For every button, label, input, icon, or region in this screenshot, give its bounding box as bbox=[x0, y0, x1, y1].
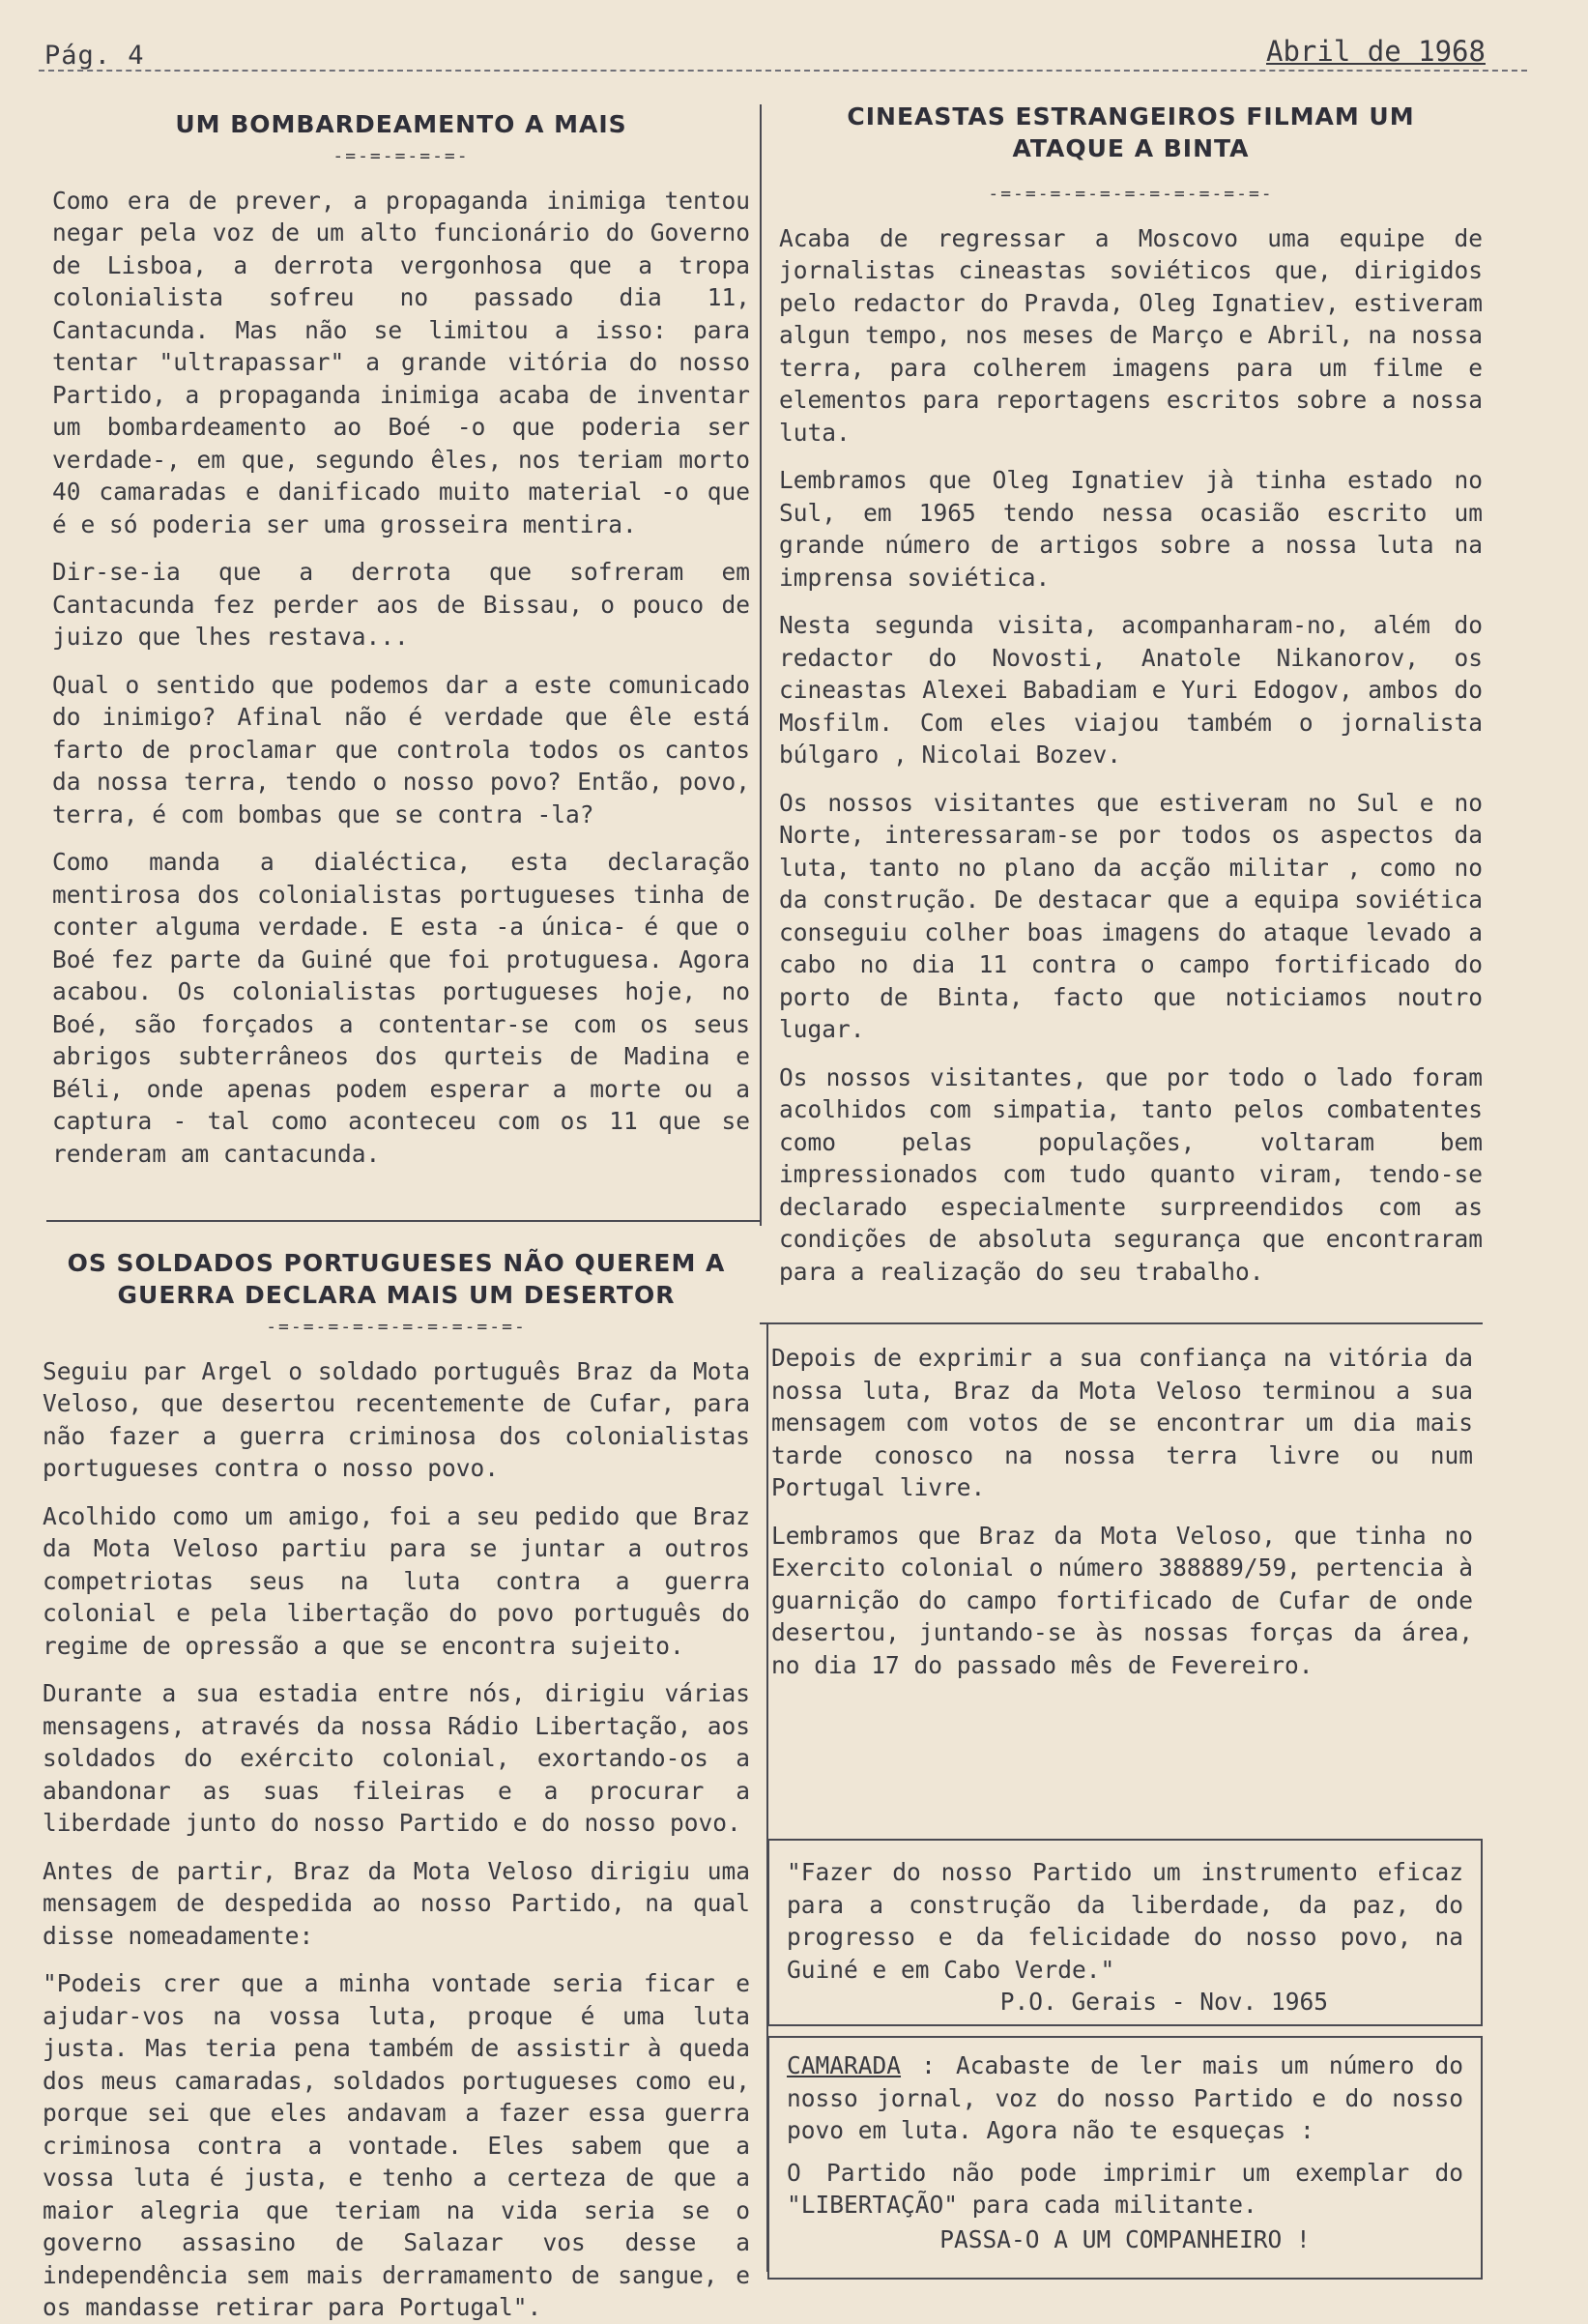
article-title-line1: OS SOLDADOS PORTUGUESES NÃO QUEREM A bbox=[67, 1249, 726, 1277]
article-desertor-continued bbox=[771, 1342, 1473, 1681]
paragraph: Durante a sua estadia entre nós, dirigiu várias mensagens, através da nossa Rádio Libertação, aos soldados do exército colonial, exortando-os a abandonar as suas fileiras e a procurar a liberdade junto do nosso Partido e do nosso povo. bbox=[43, 1679, 750, 1837]
section-rule-right bbox=[760, 1322, 1483, 1324]
paragraph: Qual o sentido que podemos dar a este comunicado do inimigo? Afinal não é verdade que êle está farto de proclamar que controla todos os cantos da nossa terra, tendo o nosso povo? Então, povo, terra, é com bombas que se contra -la? bbox=[52, 670, 750, 828]
quote-text: "Fazer do nosso Partido um instrumento eficaz para a construção da liberdade, da paz, do progresso e da felicidade do nosso povo, na Guiné e em Cabo Verde." bbox=[787, 1858, 1463, 1984]
article-title-line2: ATAQUE A BINTA bbox=[1012, 134, 1250, 162]
paragraph: Antes de partir, Braz da Mota Veloso dirigiu uma mensagem de despedida ao nosso Partido, na qual disse nomeadamente: bbox=[43, 1856, 750, 1950]
paragraph: Dir-se-ia que a derrota que sofreram em Cantacunda fez perder aos de Bissau, o pouco de juizo que lhes restava... bbox=[52, 558, 750, 651]
paragraph: Como manda a dialéctica, esta declaração mentirosa dos colonialistas portugueses tinha de conter alguma verdade. E esta -a única- é que o Boé fez parte da Guiné que foi protuguesa. Agora acabou. Os colonialistas portugueses hoje, no Boé, são forçados a contentar-se com os seus abrigos subterrâneos dos qurteis de Madina e Béli, onde apenas podem esperar a morte ou a captura - tal como aconteceu com os 11 que se renderam am cantacunda. bbox=[52, 848, 750, 1168]
camarada-label: CAMARADA bbox=[787, 2051, 902, 2079]
column-divider-top bbox=[760, 104, 762, 1226]
paragraph: Lembramos que Braz da Mota Veloso, que tinha no Exercito colonial o número 388889/59, pertencia à guarnição do campo fortificado de Cufar de onde desertou, juntando-se às nossas forças da área, no dia 17 do passado mês de Fevereiro. bbox=[771, 1521, 1473, 1679]
paragraph: Acaba de regressar a Moscovo uma equipe de jornalistas cineastas soviéticos que, dirigidos pelo redactor do Pravda, Oleg Ignatiev, estiveram algun tempo, nos meses de Março e Abril, na nossa terra, para colherem imagens para um filme e elementos para reportagens escritos sobre a nossa luta. bbox=[779, 223, 1483, 447]
title-ornament: -=-=-=-=-=-=-=-=-=-=-=- bbox=[988, 184, 1274, 204]
article-desertor bbox=[43, 1247, 750, 2324]
paragraph: Seguiu par Argel o soldado português Braz da Mota Veloso, que desertou recentemente de Cufar, para não fazer a guerra criminosa dos colonialistas portugueses contra o nosso povo. bbox=[43, 1356, 750, 1482]
article-title-line1: CINEASTAS ESTRANGEIROS FILMAM UM bbox=[847, 102, 1415, 131]
quote-box bbox=[767, 1839, 1483, 2026]
paragraph: Nesta segunda visita, acompanharam-no, além do redactor do Novosti, Anatole Nikanorov, os cineastas Alexei Babadiam e Yuri Edogov, ambos do Mosfilm. Com eles viajou também o jornalista búlgaro , Nicolai Bozev. bbox=[779, 611, 1483, 769]
camarada-text: : Acabaste de ler mais um número do nosso jornal, voz do nosso Partido e do nosso povo em luta. Agora não te esqueças : bbox=[787, 2051, 1463, 2144]
paragraph: Os nossos visitantes, que por todo o lado foram acolhidos com simpatia, tanto pelos combatentes como pelas populações, voltaram bem impressionados com tudo quanto viram, tendo-se declarado especialmente surpreendidos com as condições de absoluta segurança que encontraram para a realização do seu trabalho. bbox=[779, 1062, 1483, 1286]
article-bombardeamento bbox=[52, 108, 750, 1170]
issue-date: Abril de 1968 bbox=[1266, 35, 1486, 68]
camarada-line2: O Partido não pode imprimir um exemplar do "LIBERTAÇÃO" para cada militante. bbox=[787, 2158, 1463, 2219]
paragraph: Depois de exprimir a sua confiança na vitória da nossa luta, Braz da Mota Veloso terminou a sua mensagem com votos de se encontrar um dia mais tarde conosco na nossa terra livre ou num Portugal livre. bbox=[771, 1344, 1473, 1501]
paragraph: "Podeis crer que a minha vontade seria ficar e ajudar-vos na vossa luta, proque é uma luta justa. Mas teria pena também de assistir à queda dos meus camaradas, soldados portugueses como eu, porque sei que eles andavam a fazer essa guerra criminosa contra a vontade. Eles sabem que a vossa luta é justa, e tenho a certeza de que a maior alegria que teriam na vida seria se o governo assasino de Salazar vos desse a independência sem mais derramamento de sangue, e os mandasse retirar para Portugal". bbox=[43, 1969, 750, 2321]
paragraph: Como era de prever, a propaganda inimiga tentou negar pela voz de um alto funcionário do Governo de Lisboa, a derrota vergonhosa que a tropa colonialista sofreu no passado dia 11, Cantacunda. Mas não se limitou a isso: para tentar "ultrapassar" a grande vitória do nosso Partido, a propaganda inimiga acaba de inventar um bombardeamento ao Boé -o que poderia ser verdade-, em que, segundo êles, nos teriam morto 40 camaradas e danificado muito material -o que é e só poderia ser uma grosseira mentira. bbox=[52, 186, 750, 538]
title-ornament: -=-=-=-=-=-=-=-=-=-=- bbox=[266, 1317, 527, 1337]
header-rule bbox=[39, 70, 1527, 72]
title-ornament: -=-=-=-=-=- bbox=[332, 146, 470, 166]
paragraph: Lembramos que Oleg Ignatiev jà tinha estado no Sul, em 1965 tendo nessa ocasião escrito um grande número de artigos sobre a nossa luta na imprensa soviética. bbox=[779, 466, 1483, 592]
quote-source: P.O. Gerais - Nov. 1965 bbox=[999, 1988, 1328, 2016]
article-title: UM BOMBARDEAMENTO A MAIS bbox=[175, 110, 627, 138]
paragraph: Acolhido como um amigo, foi a seu pedido que Braz da Mota Veloso partiu para se juntar a outros competriotas seus na luta contra a guerra colonial e pela libertação do povo português do regime de opressão a que se encontra sujeito. bbox=[43, 1501, 750, 1660]
article-cineastas bbox=[779, 101, 1483, 1288]
section-rule-left bbox=[46, 1220, 762, 1222]
paragraph: Os nossos visitantes que estiveram no Sul e no Norte, interessaram-se por todos os aspectos da luta, tanto no plano da acção militar , como no da construção. De destacar que a equipa soviética conseguiu colher boas imagens do ataque levado a cabo no dia 11 contra o campo fortificado do porto de Binta, facto que noticiamos noutro lugar. bbox=[779, 788, 1483, 1043]
camarada-slogan: PASSA-O A UM COMPANHEIRO ! bbox=[939, 2224, 1311, 2253]
camarada-message bbox=[787, 2049, 1463, 2147]
article-title-line2: GUERRA DECLARA MAIS UM DESERTOR bbox=[117, 1281, 676, 1309]
page-number: Pág. 4 bbox=[44, 41, 145, 71]
camarada-box bbox=[767, 2036, 1483, 2280]
